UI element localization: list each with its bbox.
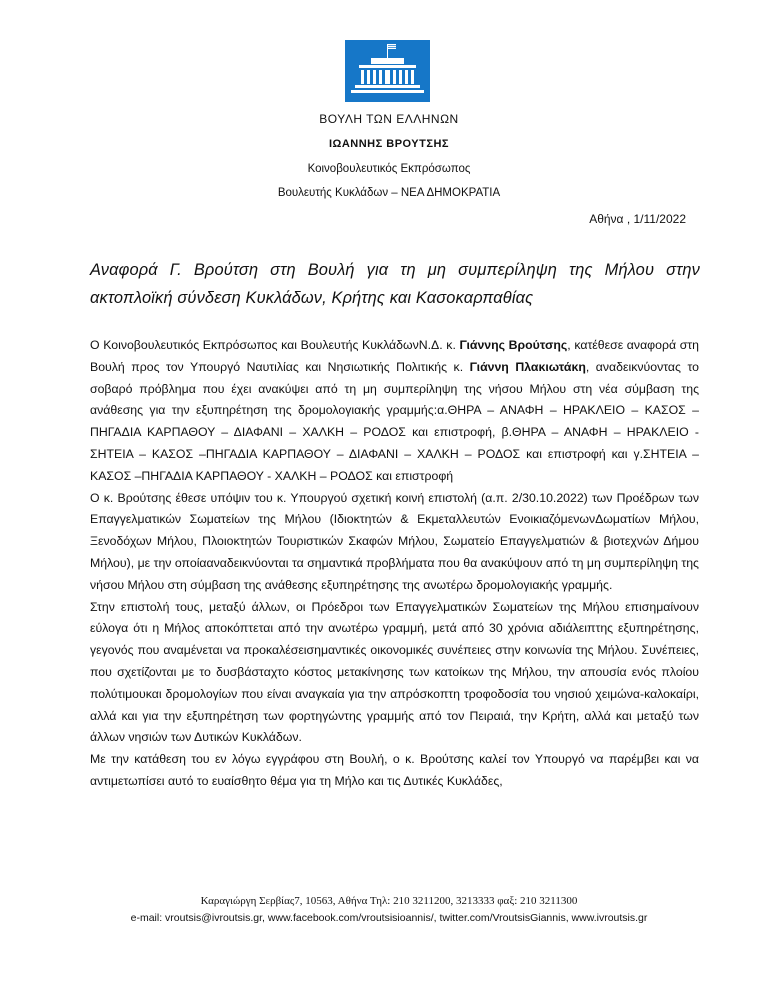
paragraph-4: Με την κατάθεση του εν λόγω εγγράφου στη Βουλή, ο κ. Βρούτσης καλεί τον Υπουργό να παρέμβει και να αντιμετωπίσει αυτό το ευαίσθητο θέμα για τη Μήλο και τις Δυτικές Κυκλάδες, [90, 752, 699, 788]
author-name: ΙΩΑΝΝΗΣ ΒΡΟΥΤΣΗΣ [328, 138, 450, 150]
document-body [90, 335, 699, 793]
document-title: Αναφορά Γ. Βρούτση στη Βουλή για τη μη συμπερίληψη της Μήλου στην ακτοπλοϊκή σύνδεση Κυκλάδων, Κρήτης και Κασοκαρπαθίας [90, 261, 700, 307]
footer-contacts: e-mail: vroutsis@ivroutsis.gr, www.facebook.com/vroutsisioannis/, twitter.com/VroutsisGiannis, www.ivroutsis.gr [130, 912, 648, 924]
paragraph-1-text-a: Ο Κοινοβουλευτικός Εκπρόσωπος και Βουλευτής ΚυκλάδωνΝ.Δ. κ. [90, 338, 460, 352]
author-constituency: Βουλευτής Κυκλάδων – ΝΕΑ ΔΗΜΟΚΡΑΤΙΑ [277, 187, 501, 199]
paragraph-1 [90, 335, 699, 488]
author-role: Κοινοβουλευτικός Εκπρόσωπος [307, 163, 471, 175]
paragraph-1-text-c: , κατέθεσε αναφορά στη Βουλή προς τον Υπουργό Ναυτιλίας και Νησιωτικής Πολιτικής κ. [90, 338, 700, 374]
paragraph-3: Στην επιστολή τους, μεταξύ άλλων, οι Πρόεδροι των Επαγγελματικών Σωματείων της Μήλου επισημαίνουν εύλογα ότι η Μήλος αποκόπτεται από την ανωτέρω γραμμή, μετά από 30 χρόνια αδιάλειπτης εξυπηρέτησης, γεγονός που αναμένεται να προκαλέσεισημαντικές οικονομικές συνέπειες στην κοινωνία της Μήλου. Συνέπειες, που σχετίζονται με το δυσβάσταχτο κόστος μετακίνησης των κατοίκων της Μήλου, την απουσία ενός πλοίου πολύτιμουκαι δρομολογίων που είναι αναγκαία για την απρόσκοπτη τροφοδοσία του νησιού χειμώνα-καλοκαίρι, αλλά και για την εξυπηρέτηση των φορτηγώντης γραμμής από τον Πειραιά, την Κρήτη, αλλά και μεταξύ των άλλων νησιών των Δυτικών Κυκλάδων. [90, 599, 699, 745]
parliament-logo [345, 40, 430, 102]
document-date: Αθήνα , 1/11/2022 [589, 212, 686, 226]
person-name-plakiotakis: Γιάννη Πλακιωτάκη [469, 359, 586, 374]
institution-name: ΒΟΥΛΗ ΤΩΝ ΕΛΛΗΝΩΝ [319, 112, 459, 126]
paragraph-2: Ο κ. Βρούτσης έθεσε υπόψιν του κ. Υπουργού σχετική κοινή επιστολή (α.π. 2/30.10.2022) των Προέδρων των Επαγγελματικών Σωματείων της Μήλου (Ιδιοκτητών & Εκμεταλλευτών ΕνοικιαζόμενωνΔωματίων Μήλου, Ξενοδόχων Μήλου, Πλοιοκτητών Τουριστικών Σκαφών Μήλου, Σωματείο Επαγγελματιών & βιοτεχνών Δήμου Μήλου), με την οποίααναδεικνύονται τα σημαντικά προβλήματα που θα ανακύψουν από τη μη συμπερίληψη της νήσου Μήλου στη σύμβαση της ανάθεσης εξυπηρέτησης της ανωτέρω δρομολογιακής γραμμής. [90, 490, 699, 592]
person-name-vroutsis: Γιάννης Βρούτσης [459, 338, 568, 352]
footer-address: Καραγιώργη Σερβίας7, 10563, Αθήνα Τηλ: 210 3211200, 3213333 φαξ: 210 3211300 [200, 895, 578, 907]
paragraph-1-text-e: , αναδεικνύοντας το σοβαρό πρόβλημα που έχει ανακύψει από τη μη συμπερίληψη της νήσου Μήλου στη νέα σύμβαση της ανάθεσης για την εξυπηρέτηση της δρομολογιακής γραμμής:α.ΘΗΡΑ – ΑΝΑΦΗ – ΗΡΑΚΛΕΙΟ – ΚΑΣΟΣ – ΠΗΓΑΔΙΑ ΚΑΡΠΑΘΟΥ – ΔΙΑΦΑΝΙ – ΧΑΛΚΗ – ΡΟΔΟΣ και επιστροφή, β.ΘΗΡΑ – ΑΝΑΦΗ – ΗΡΑΚΛΕΙΟ - ΣΗΤΕΙΑ – ΚΑΣΟΣ –ΠΗΓΑΔΙΑ ΚΑΡΠΑΘΟΥ – ΔΙΑΦΑΝΙ – ΧΑΛΚΗ – ΡΟΔΟΣ και επιστροφή και γ.ΣΗΤΕΙΑ – ΚΑΣΟΣ –ΠΗΓΑΔΙΑ ΚΑΡΠΑΘΟΥ - ΧΑΛΚΗ – ΡΟΔΟΣ και επιστροφή [90, 359, 699, 483]
